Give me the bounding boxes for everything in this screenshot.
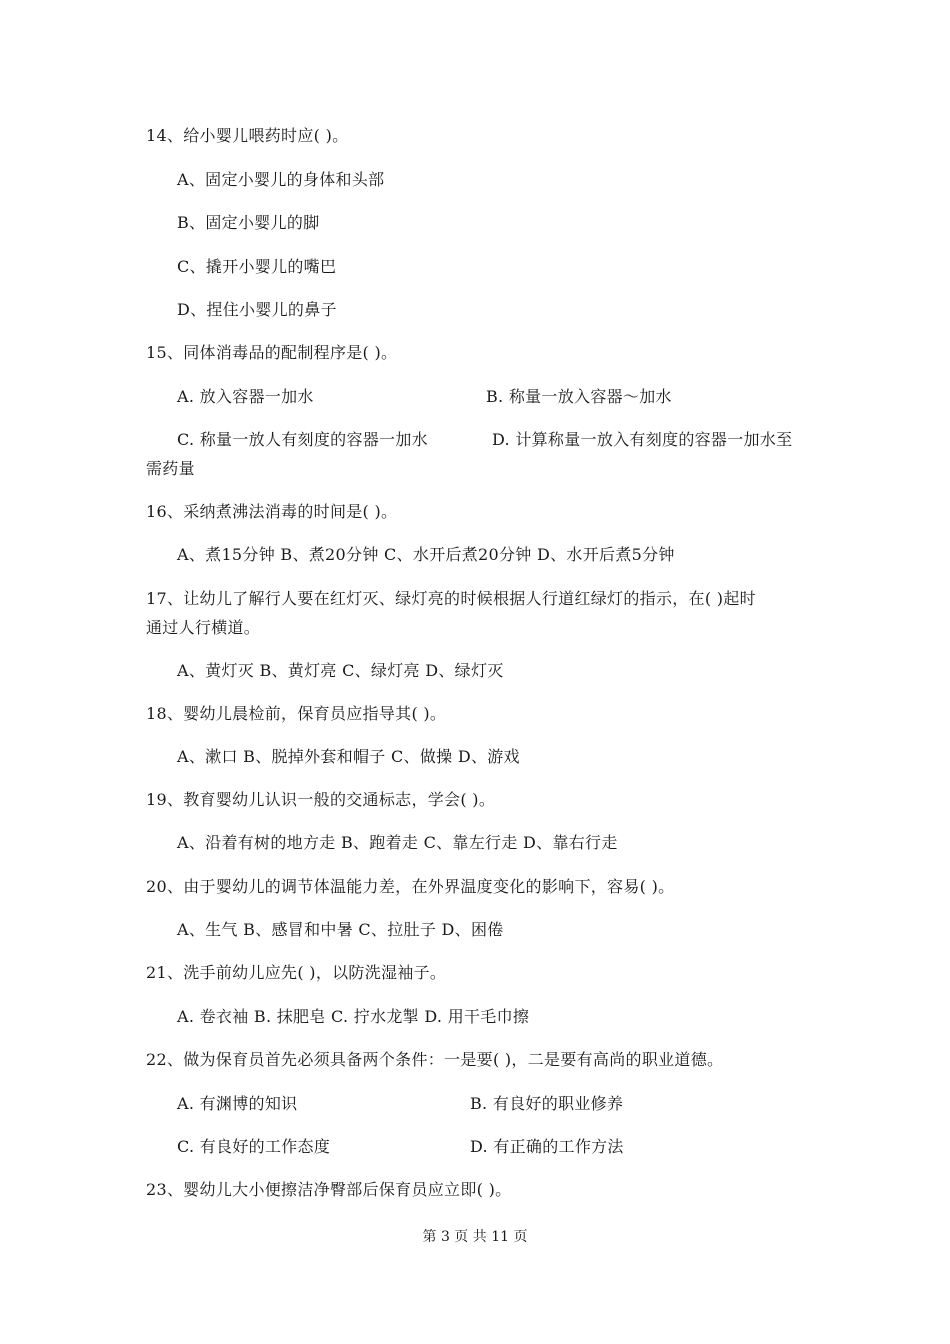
question-15-option-b: B. 称量一放入容器～加水 [486, 387, 672, 406]
question-17-options: A、黄灯灭 B、黄灯亮 C、绿灯亮 D、绿灯灭 [177, 661, 504, 680]
question-22-option-d: D. 有正确的工作方法 [470, 1137, 624, 1156]
question-21-stem: 21、洗手前幼儿应先( )，以防洗湿袖子。 [146, 963, 447, 982]
question-20-stem: 20、由于婴幼儿的调节体温能力差，在外界温度变化的影响下，容易( )。 [146, 877, 675, 896]
question-15-option-d: D. 计算称量一放入有刻度的容器一加水至 [492, 430, 793, 449]
question-21-options: A. 卷衣袖 B. 抹肥皂 C. 拧水龙掣 D. 用干毛巾擦 [177, 1007, 530, 1026]
question-16-options: A、煮15分钟 B、煮20分钟 C、水开后煮20分钟 D、水开后煮5分钟 [177, 545, 675, 564]
question-20-options: A、生气 B、感冒和中暑 C、拉肚子 D、困倦 [177, 920, 504, 939]
page-number-footer: 第 3 页 共 11 页 [422, 1229, 528, 1245]
question-19-stem: 19、教育婴幼儿认识一般的交通标志，学会( )。 [146, 790, 496, 809]
question-14-option-b: B、固定小婴儿的脚 [177, 213, 320, 232]
question-18-options: A、漱口 B、脱掉外套和帽子 C、做操 D、游戏 [177, 747, 520, 766]
question-17-stem-continued: 通过人行横道。 [146, 618, 261, 637]
question-14-option-c: C、撬开小婴儿的嘴巴 [177, 257, 337, 276]
question-15-stem: 15、同体消毒品的配制程序是( )。 [146, 343, 398, 362]
question-16-stem: 16、采纳煮沸法消毒的时间是( )。 [146, 502, 398, 521]
question-22-stem: 22、做为保育员首先必须具备两个条件：一是要( )，二是要有高尚的职业道德。 [146, 1050, 724, 1069]
question-18-stem: 18、婴幼儿晨检前，保育员应指导其( )。 [146, 704, 447, 723]
question-15-option-c: C. 称量一放人有刻度的容器一加水 [177, 430, 428, 449]
question-15-option-a: A. 放入容器一加水 [177, 387, 314, 406]
question-19-options: A、沿着有树的地方走 B、跑着走 C、靠左行走 D、靠右行走 [177, 833, 618, 852]
question-22-option-c: C. 有良好的工作态度 [177, 1137, 331, 1156]
question-17-stem: 17、让幼儿了解行人要在红灯灭、绿灯亮的时候根据人行道红绿灯的指示，在( )起时 [146, 589, 756, 608]
question-14-option-a: A、固定小婴儿的身体和头部 [177, 170, 385, 189]
question-14-stem: 14、给小婴儿喂药时应( )。 [146, 126, 349, 145]
question-22-option-a: A. 有渊博的知识 [177, 1094, 298, 1113]
question-23-stem: 23、婴幼儿大小便擦洁净臀部后保育员应立即( )。 [146, 1180, 512, 1199]
question-22-option-b: B. 有良好的职业修养 [470, 1094, 624, 1113]
question-14-option-d: D、捏住小婴儿的鼻子 [177, 300, 337, 319]
question-15-option-d-continued: 需药量 [146, 459, 195, 478]
